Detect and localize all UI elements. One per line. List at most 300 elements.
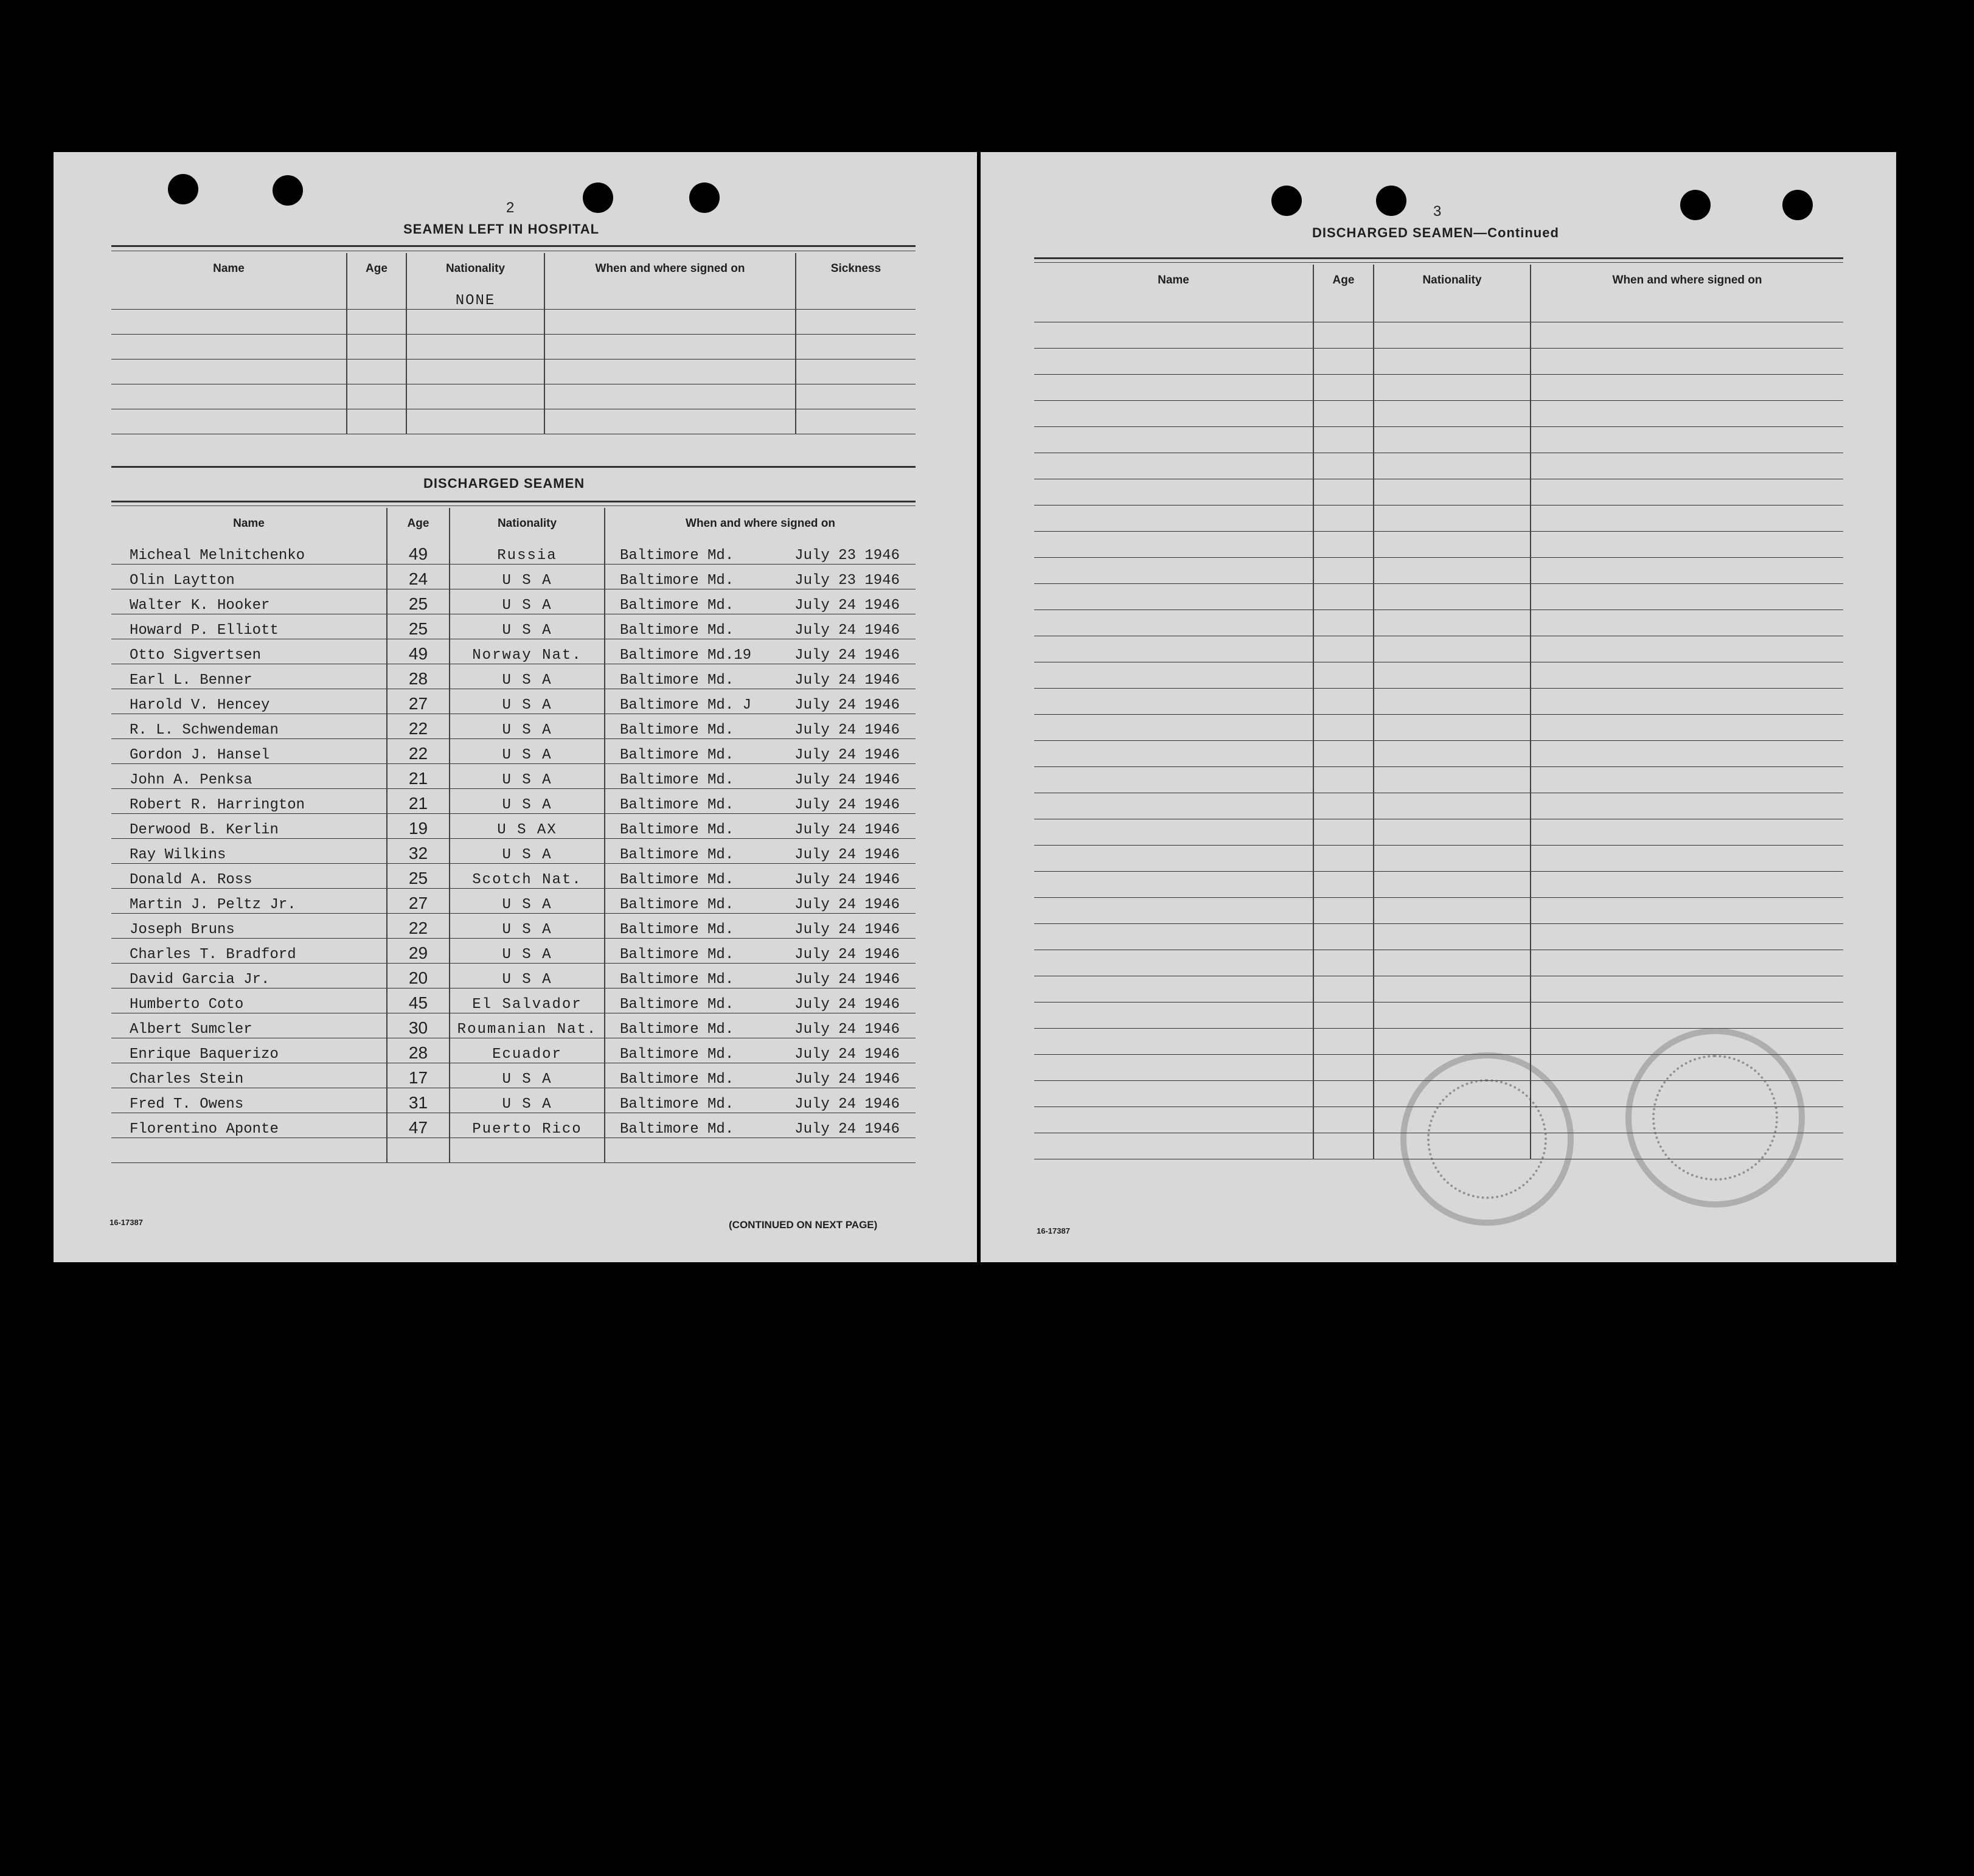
table-row [111,540,916,565]
table-row [1034,793,1843,819]
punch-hole [1680,190,1711,220]
age-cell [1313,662,1374,689]
name-cell [1034,532,1313,558]
age-cell [1313,610,1374,636]
age-cell [1313,898,1374,924]
table-row [111,384,916,409]
table-row [1034,558,1843,584]
signed-date: July 24 1946 [794,822,900,838]
nationality-cell: U S AX [450,814,605,839]
nationality-cell [450,1138,605,1163]
table-row [111,889,916,914]
age-cell [1313,1002,1374,1029]
signed-on-cell [605,889,916,914]
nationality-cell: U S A [450,565,605,589]
name-cell: John A. Penksa [111,764,387,789]
table-row [111,939,916,964]
name-cell [1034,453,1313,479]
punch-hole [273,175,303,206]
signed-on-cell [605,1113,916,1138]
discharged-continued-table [1034,265,1843,1159]
nationality-cell [1374,453,1531,479]
age-cell [1313,479,1374,505]
age-cell [1313,427,1374,453]
nationality-cell [1374,636,1531,662]
name-cell: Ray Wilkins [111,839,387,864]
table-row [1034,532,1843,558]
name-cell: Albert Sumcler [111,1013,387,1038]
table-row [1034,427,1843,453]
name-cell [1034,872,1313,898]
signed-date: July 24 1946 [794,772,900,788]
nationality-cell [406,310,544,335]
age-cell [1313,401,1374,427]
punch-hole [168,174,198,204]
name-cell [1034,479,1313,505]
nationality-cell [1374,976,1531,1002]
signed-place: Baltimore Md. [620,572,734,589]
table-row [111,285,916,310]
table-row [111,1113,916,1138]
signed-date: July 24 1946 [794,1071,900,1088]
signed-place: Baltimore Md. [620,1121,734,1138]
punch-hole [1376,186,1406,216]
sickness-cell [796,384,916,409]
age-cell: 45 [387,988,450,1013]
punch-hole [1271,186,1302,216]
signed-on-cell [544,285,796,310]
table-row [111,864,916,889]
signed-on-cell [1531,924,1843,950]
nationality-cell [1374,662,1531,689]
table-row [111,988,916,1013]
nationality-cell: U S A [450,589,605,614]
signed-date: July 24 1946 [794,797,900,813]
official-stamp [1400,1052,1574,1226]
table-row [111,789,916,814]
nationality-cell: U S A [450,964,605,988]
age-cell: 22 [387,714,450,739]
name-cell: Humberto Coto [111,988,387,1013]
signed-on-cell [605,1013,916,1038]
age-cell: 31 [387,1088,450,1113]
form-number: 16-17387 [109,1218,143,1227]
col-name-header: Name [111,253,347,285]
table-row [111,409,916,434]
signed-on-wrapper [609,572,912,589]
signed-on-wrapper [609,996,912,1013]
signed-date: July 24 1946 [794,647,900,664]
signed-on-cell [1531,532,1843,558]
nationality-cell [406,384,544,409]
signed-on-cell [605,964,916,988]
signed-on-cell [1531,349,1843,375]
age-cell: 30 [387,1013,450,1038]
name-cell [1034,898,1313,924]
name-cell: Walter K. Hooker [111,589,387,614]
signed-place: Baltimore Md. [620,1071,734,1088]
signed-date: July 24 1946 [794,872,900,888]
table-row [1034,924,1843,950]
punch-hole [689,182,720,213]
signed-on-cell [1531,950,1843,976]
table-row [111,964,916,988]
nationality-cell [1374,479,1531,505]
age-cell [1313,349,1374,375]
sickness-cell [796,285,916,310]
name-cell [1034,401,1313,427]
name-cell [1034,636,1313,662]
nationality-cell: U S A [450,664,605,689]
signed-date: July 24 1946 [794,897,900,913]
name-cell [1034,846,1313,872]
nationality-cell: U S A [450,839,605,864]
age-cell: 49 [387,639,450,664]
name-cell [1034,610,1313,636]
table-row [111,714,916,739]
name-cell [1034,584,1313,610]
name-cell [1034,505,1313,532]
table-row [1034,584,1843,610]
nationality-cell: U S A [450,714,605,739]
name-cell [1034,322,1313,349]
signed-date: July 24 1946 [794,847,900,863]
nationality-cell: U S A [450,889,605,914]
nationality-cell [1374,610,1531,636]
age-cell [387,1138,450,1163]
age-cell [1313,505,1374,532]
nationality-cell [1374,375,1531,401]
name-cell [111,335,347,360]
continued-note: (CONTINUED ON NEXT PAGE) [729,1219,878,1231]
table-row [1034,610,1843,636]
table-row [1034,453,1843,479]
nationality-cell [1374,924,1531,950]
table-row [111,739,916,764]
table-row [1034,689,1843,715]
signed-date: July 24 1946 [794,1046,900,1063]
table-row [111,664,916,689]
signed-on-wrapper [609,872,912,888]
nationality-cell: U S A [450,1088,605,1113]
col-name-header: Name [1034,265,1313,296]
signed-on-cell [605,589,916,614]
signed-place: Baltimore Md. [620,847,734,863]
signed-on-wrapper [609,1121,912,1138]
age-cell [1313,1107,1374,1133]
table-row [1034,872,1843,898]
age-cell: 25 [387,589,450,614]
discharged-continued-title: DISCHARGED SEAMEN—Continued [1312,225,1559,240]
age-cell [347,335,406,360]
signed-on-cell [544,335,796,360]
table-row [1034,1002,1843,1029]
name-cell: Micheal Melnitchenko [111,540,387,565]
top-rule [111,245,916,247]
name-cell [1034,950,1313,976]
table-row [111,565,916,589]
punch-hole [583,182,613,213]
age-cell [347,360,406,384]
signed-on-cell [1531,401,1843,427]
name-cell [111,409,347,434]
age-cell: 19 [387,814,450,839]
nationality-cell [1374,505,1531,532]
name-cell: Charles Stein [111,1063,387,1088]
name-cell [1034,375,1313,401]
signed-on-cell [1531,793,1843,819]
signed-place: Baltimore Md. [620,622,734,639]
name-cell: R. L. Schwendeman [111,714,387,739]
name-cell [111,384,347,409]
name-cell: Enrique Baquerizo [111,1038,387,1063]
signed-on-cell [1531,322,1843,349]
signed-on-cell [605,540,916,565]
table-row [1034,767,1843,793]
name-cell [1034,924,1313,950]
age-cell [1313,1081,1374,1107]
nationality-cell: El Salvador [450,988,605,1013]
signed-on-cell [1531,662,1843,689]
name-cell [1034,976,1313,1002]
age-cell: 28 [387,1038,450,1063]
signed-on-cell [605,614,916,639]
nationality-cell [406,360,544,384]
signed-on-cell [1531,715,1843,741]
age-cell [1313,846,1374,872]
signed-on-cell [1531,898,1843,924]
col-age-header: Age [387,508,450,540]
signed-on-cell [605,739,916,764]
nationality-cell [1374,767,1531,793]
signed-place: Baltimore Md. [620,772,734,788]
nationality-cell: NONE [406,285,544,310]
table-row [111,360,916,384]
name-cell [1034,1133,1313,1159]
age-cell [1313,793,1374,819]
signed-on-cell [544,384,796,409]
name-cell [1034,793,1313,819]
signed-on-cell [605,764,916,789]
name-cell [1034,741,1313,767]
signed-place: Baltimore Md. J [620,697,752,714]
signed-date: July 24 1946 [794,747,900,763]
table-row [1034,349,1843,375]
name-cell: Charles T. Bradford [111,939,387,964]
signed-on-wrapper [609,722,912,738]
name-cell [1034,349,1313,375]
signed-on-wrapper [609,772,912,788]
age-cell: 17 [387,1063,450,1088]
age-cell: 28 [387,664,450,689]
table-row [1034,819,1843,846]
nationality-cell [1374,715,1531,741]
col-signed-on-header: When and where signed on [544,253,796,285]
nationality-cell [1374,846,1531,872]
signed-on-cell [605,1138,916,1163]
col-sickness-header: Sickness [830,262,881,275]
age-cell [1313,715,1374,741]
age-cell: 22 [387,914,450,939]
table-row [1034,375,1843,401]
signed-on-cell [605,988,916,1013]
name-cell: Martin J. Peltz Jr. [111,889,387,914]
signed-on-wrapper [609,822,912,838]
nationality-cell: U S A [450,789,605,814]
nationality-cell: Russia [450,540,605,565]
signed-date: July 24 1946 [794,922,900,938]
age-cell [1313,375,1374,401]
age-cell [1313,950,1374,976]
col-nationality-header: Nationality [450,508,605,540]
table-row [1034,976,1843,1002]
sickness-cell [796,409,916,434]
table-row [111,639,916,664]
signed-on-cell [1531,846,1843,872]
left-page [54,152,977,1262]
signed-on-cell [544,360,796,384]
name-cell: Joseph Bruns [111,914,387,939]
name-cell [111,285,347,310]
col-signed-on-header: When and where signed on [686,517,835,530]
nationality-cell: U S A [450,614,605,639]
table-row [111,814,916,839]
nationality-cell: U S A [450,764,605,789]
signed-on-cell [605,914,916,939]
nationality-cell [1374,872,1531,898]
name-cell [1034,1081,1313,1107]
table-row [1034,322,1843,349]
table-row [1034,479,1843,505]
signed-place: Baltimore Md. [620,1021,734,1038]
nationality-cell [1374,584,1531,610]
age-cell: 25 [387,864,450,889]
table-row [1034,296,1843,322]
signed-on-wrapper [609,622,912,639]
nationality-cell [1374,1029,1531,1055]
age-cell [1313,976,1374,1002]
age-cell [347,409,406,434]
name-cell: Earl L. Benner [111,664,387,689]
signed-place: Baltimore Md. [620,797,734,813]
age-cell [1313,1029,1374,1055]
name-cell: Donald A. Ross [111,864,387,889]
age-cell [1313,322,1374,349]
nationality-cell: Ecuador [450,1038,605,1063]
signed-on-wrapper [609,897,912,913]
nationality-cell [1374,427,1531,453]
name-cell: David Garcia Jr. [111,964,387,988]
table-row [1034,846,1843,872]
age-cell [1313,636,1374,662]
name-cell: Fred T. Owens [111,1088,387,1113]
signed-on-cell [605,814,916,839]
name-cell [111,310,347,335]
signed-on-cell [605,1088,916,1113]
signed-place: Baltimore Md. [620,722,734,738]
name-cell [1034,296,1313,322]
table-row [111,310,916,335]
age-cell: 27 [387,689,450,714]
table-row [1034,950,1843,976]
signed-date: July 24 1946 [794,1096,900,1113]
form-number: 16-17387 [1037,1226,1070,1235]
table-row [111,614,916,639]
table-row [111,1013,916,1038]
age-cell: 47 [387,1113,450,1138]
signed-date: July 24 1946 [794,947,900,963]
nationality-cell [1374,322,1531,349]
age-cell [1313,1133,1374,1159]
nationality-cell [406,409,544,434]
name-cell [1034,558,1313,584]
signed-on-cell [1531,976,1843,1002]
signed-on-wrapper [609,1046,912,1063]
signed-date: July 24 1946 [794,722,900,738]
signed-on-wrapper [609,1071,912,1088]
signed-place: Baltimore Md. [620,872,734,888]
nationality-cell: U S A [450,914,605,939]
table-row [111,589,916,614]
nationality-cell [1374,401,1531,427]
signed-on-cell [1531,558,1843,584]
nationality-cell [1374,532,1531,558]
age-cell: 25 [387,614,450,639]
signed-on-cell [605,939,916,964]
age-cell [1313,872,1374,898]
age-cell [347,384,406,409]
nationality-cell [1374,819,1531,846]
signed-place: Baltimore Md. [620,597,734,614]
name-cell [1034,662,1313,689]
signed-on-cell [605,714,916,739]
punch-hole [1782,190,1813,220]
signed-on-wrapper [609,922,912,938]
table-row [1034,401,1843,427]
signed-place: Baltimore Md. [620,922,734,938]
nationality-cell: Norway Nat. [450,639,605,664]
col-signed-on-header: When and where signed on [1612,274,1762,287]
signed-on-cell [544,310,796,335]
age-cell [1313,689,1374,715]
age-cell [1313,924,1374,950]
sickness-cell [796,360,916,384]
age-cell [1313,584,1374,610]
section-rule [111,466,916,468]
signed-on-cell [605,1038,916,1063]
top-rule-thin [1034,262,1843,263]
table-row [111,764,916,789]
table-row [1034,715,1843,741]
name-cell: Florentino Aponte [111,1113,387,1138]
name-cell: Howard P. Elliott [111,614,387,639]
nationality-cell [1374,689,1531,715]
nationality-cell [1374,296,1531,322]
table-row [1034,662,1843,689]
nationality-cell: Puerto Rico [450,1113,605,1138]
name-cell [1034,689,1313,715]
age-cell [1313,296,1374,322]
signed-date: July 24 1946 [794,597,900,614]
nationality-cell [1374,741,1531,767]
name-cell [111,1138,387,1163]
nationality-cell [1374,558,1531,584]
signed-place: Baltimore Md. [620,547,734,564]
name-cell [1034,767,1313,793]
age-cell: 21 [387,764,450,789]
signed-on-cell [1531,767,1843,793]
signed-date: July 24 1946 [794,672,900,689]
